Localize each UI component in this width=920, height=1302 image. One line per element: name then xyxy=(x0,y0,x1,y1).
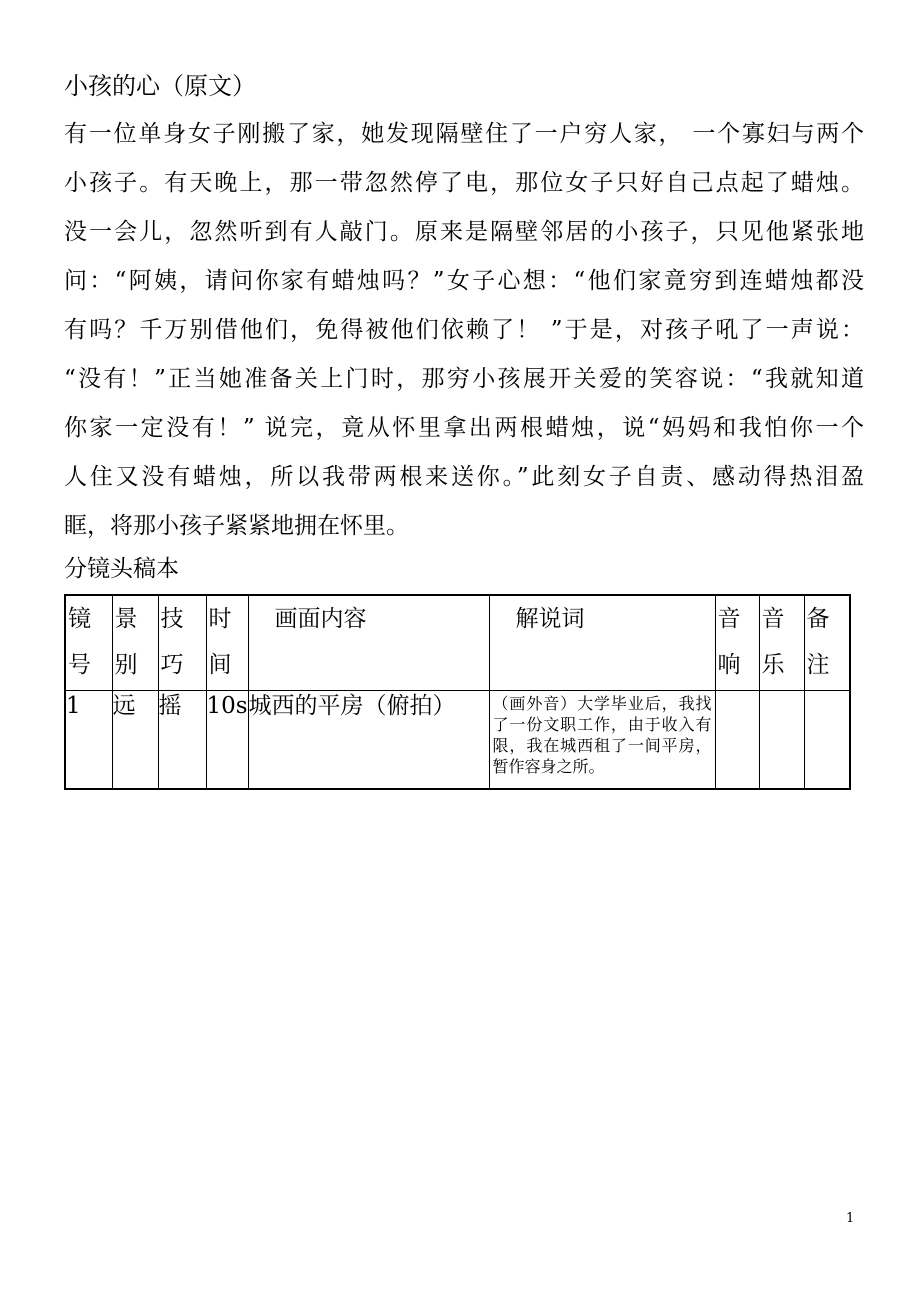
story-line: 小孩子。有天晚上，那一带忽然停了电，那位女子只好自己点起了蜡烛。 xyxy=(64,170,864,196)
header-notes: 备注 xyxy=(804,595,850,691)
storyboard-title: 分镜头稿本 xyxy=(64,556,179,582)
header-shot-size: 景别 xyxy=(112,595,158,691)
cell-narration: （画外音）大学毕业后，我找了一份文职工作，由于收入有限，我在城西租了一间平房，暂作容身之所。 xyxy=(489,691,715,790)
page-number: 1 xyxy=(846,1211,855,1226)
story-line: 有吗？千万别借他们，免得被他们依赖了！ ”于是，对孩子吼了一声说： xyxy=(64,317,864,343)
cell-technique: 摇 xyxy=(158,691,206,790)
header-technique: 技巧 xyxy=(158,595,206,691)
cell-sound xyxy=(715,691,759,790)
cell-shot-no: 1 xyxy=(65,691,112,790)
header-shot-no: 镜号 xyxy=(65,595,112,691)
header-sound: 音响 xyxy=(715,595,759,691)
story-line: 眶，将那小孩子紧紧地拥在怀里。 xyxy=(64,513,409,539)
cell-duration: 10s xyxy=(206,691,248,790)
story-line: 有一位单身女子刚搬了家，她发现隔壁住了一户穷人家， 一个寡妇与两个 xyxy=(64,121,864,147)
cell-music xyxy=(759,691,804,790)
story-line: 人住又没有蜡烛，所以我带两根来送你。”此刻女子自责、感动得热泪盈 xyxy=(64,464,864,490)
document-title: 小孩的心（原文） xyxy=(64,72,256,100)
storyboard-table xyxy=(64,594,851,790)
story-line: “没有！”正当她准备关上门时，那穷小孩展开关爱的笑容说：“我就知道 xyxy=(64,366,864,392)
header-content: 画面内容 xyxy=(248,595,489,691)
header-duration: 时间 xyxy=(206,595,248,691)
header-music: 音乐 xyxy=(759,595,804,691)
table-row xyxy=(65,691,850,790)
table-header-row xyxy=(65,595,850,691)
cell-shot-size: 远 xyxy=(112,691,158,790)
story-line: 问：“阿姨，请问你家有蜡烛吗？”女子心想：“他们家竟穷到连蜡烛都没 xyxy=(64,268,864,294)
header-narration: 解说词 xyxy=(489,595,715,691)
story-text xyxy=(64,110,864,551)
cell-notes xyxy=(804,691,850,790)
story-line: 你家一定没有！” 说完，竟从怀里拿出两根蜡烛，说“妈妈和我怕你一个 xyxy=(64,415,864,441)
story-line: 没一会儿，忽然听到有人敲门。原来是隔壁邻居的小孩子，只见他紧张地 xyxy=(64,219,864,245)
cell-content: 城西的平房（俯拍） xyxy=(248,691,489,790)
